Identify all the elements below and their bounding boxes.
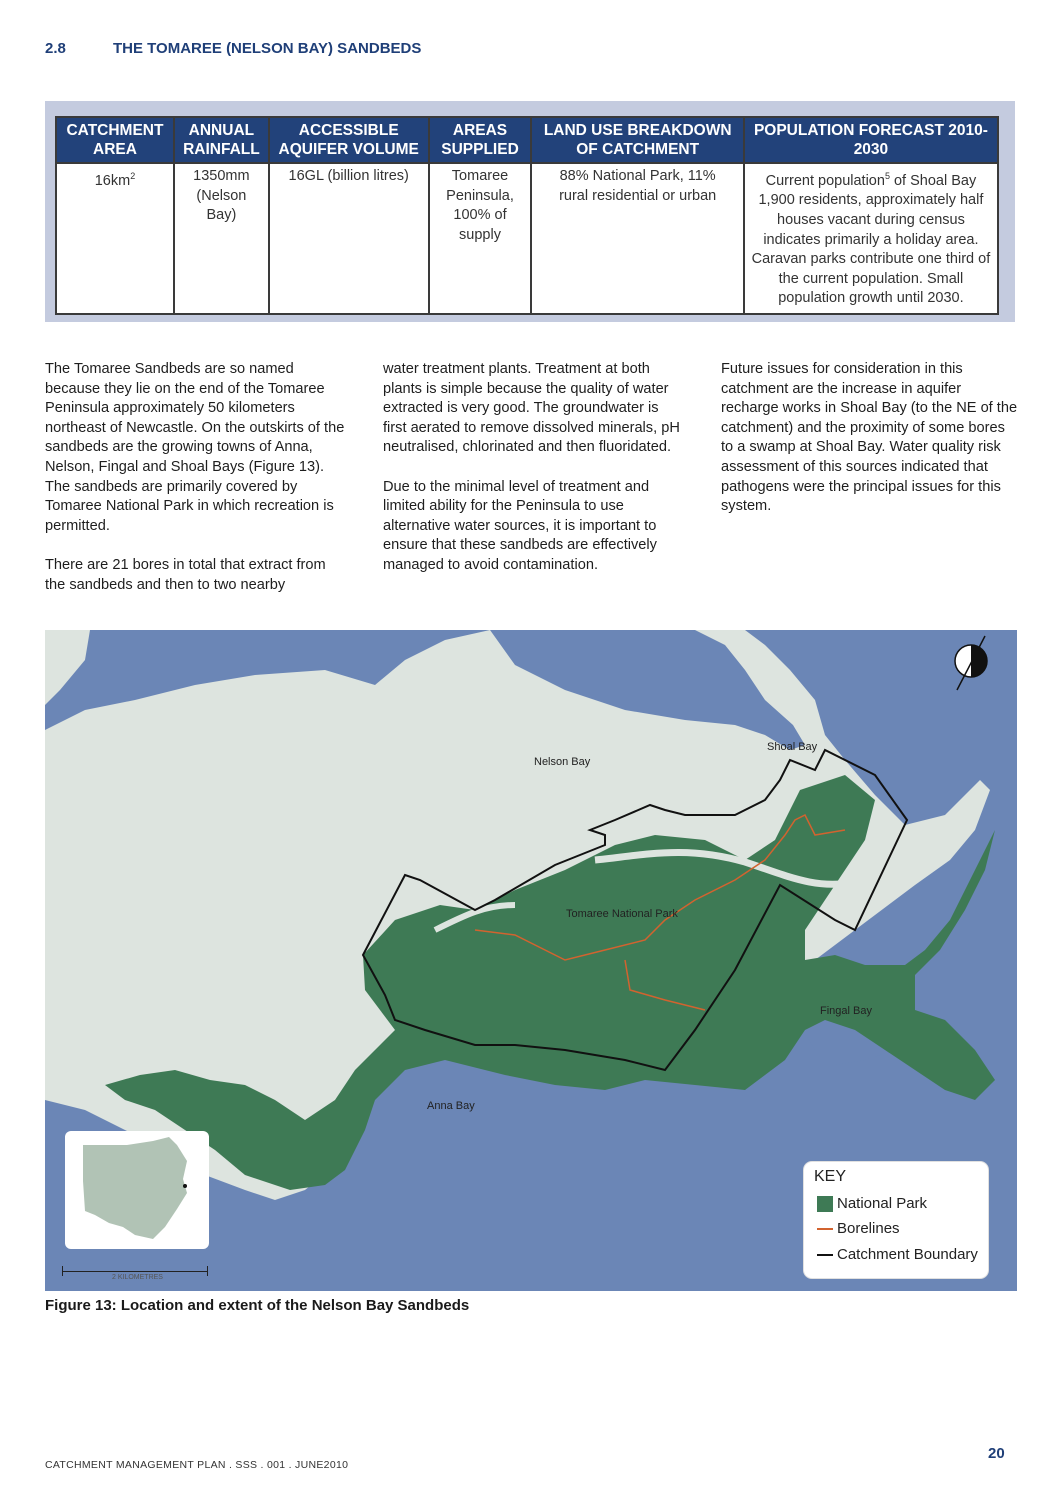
body-column-3 bbox=[721, 360, 1021, 536]
national-park-swatch bbox=[817, 1196, 833, 1212]
key-item-borelines: Borelines bbox=[817, 1220, 900, 1237]
key-item-catchment-boundary: Catchment Boundary bbox=[817, 1246, 978, 1263]
page-number: 20 bbox=[988, 1445, 1005, 1462]
nsw-inset-map bbox=[65, 1131, 209, 1249]
label-fingal-bay: Fingal Bay bbox=[820, 1005, 872, 1017]
cell-aquifer-volume: 16GL (billion litres) bbox=[269, 163, 429, 314]
section-heading bbox=[45, 40, 421, 57]
header-areas-supplied: AREAS SUPPLIED bbox=[429, 117, 532, 163]
header-population-forecast: POPULATION FORECAST 2010-2030 bbox=[744, 117, 998, 163]
section-number: 2.8 bbox=[45, 40, 66, 57]
boundary-swatch bbox=[817, 1254, 833, 1256]
cell-areas-supplied: Tomaree Peninsula, 100% of supply bbox=[429, 163, 532, 314]
footer-text: CATCHMENT MANAGEMENT PLAN . SSS . 001 . JUNE2010 bbox=[45, 1459, 349, 1471]
key-title: KEY bbox=[814, 1168, 847, 1185]
paragraph: Future issues for consideration in this catchment are the increase in aquifer recharge works in Shoal Bay (to the NE of the catchment) and the proximity of some bores to a swamp at Shoal Bay. Water quality risk assessment of this sources indicated that pathogens were the principal issues for this system. bbox=[721, 361, 1018, 515]
cell-population-forecast: Current population$^5$ of Shoal Bay 1,900 residents, approximately half houses vacant during census indicates primarily a holiday area. Caravan parks contribute one third of the current population. Small population growth until 2030. bbox=[744, 163, 998, 314]
scale-label: 2 KILOMETRES bbox=[112, 1274, 163, 1281]
paragraph: The Tomaree Sandbeds are so named because they lie on the end of the Tomaree Peninsula approximately 50 kilometers northeast of Newcastle. On the outskirts of the sandbeds are the growing towns of Anna, Nelson, Fingal and Shoal Bays (Figure 13). The sandbeds are primarily covered by Tomaree National Park in which recreation is permitted. bbox=[45, 361, 345, 534]
label-nelson-bay: Nelson Bay bbox=[534, 756, 591, 768]
figure-caption: Figure 13: Location and extent of the Nelson Bay Sandbeds bbox=[45, 1297, 470, 1314]
header-annual-rainfall: ANNUAL RAINFALL bbox=[174, 117, 269, 163]
header-land-use: LAND USE BREAKDOWN OF CATCHMENT bbox=[531, 117, 743, 163]
scale-bar bbox=[62, 1266, 208, 1280]
map-key bbox=[804, 1162, 988, 1278]
body-column-2 bbox=[383, 360, 683, 595]
paragraph: Due to the minimal level of treatment and limited ability for the Peninsula to use alternative water sources, it is important to ensure that these sandbeds are effectively managed to avoid contamination. bbox=[383, 478, 657, 573]
header-catchment-area: CATCHMENT AREA bbox=[56, 117, 174, 163]
label-tomaree-national-park: Tomaree National Park bbox=[566, 908, 678, 920]
key-item-national-park: National Park bbox=[817, 1195, 927, 1212]
header-aquifer-volume: ACCESSIBLE AQUIFER VOLUME bbox=[269, 117, 429, 163]
location-marker bbox=[183, 1184, 187, 1188]
paragraph: There are 21 bores in total that extract from the sandbeds and then to two nearby bbox=[45, 556, 326, 593]
catchment-info-panel bbox=[45, 101, 1015, 322]
table-header-row bbox=[56, 117, 998, 163]
label-shoal-bay: Shoal Bay bbox=[767, 741, 818, 753]
table-row bbox=[56, 163, 998, 314]
catchment-info-table bbox=[55, 116, 999, 315]
section-title: THE TOMAREE (NELSON BAY) SANDBEDS bbox=[113, 40, 422, 57]
boreline-swatch bbox=[817, 1228, 833, 1230]
label-anna-bay: Anna Bay bbox=[427, 1100, 475, 1112]
cell-catchment-area: $16km^2$ bbox=[56, 163, 174, 314]
cell-land-use: 88% National Park, 11% rural residential or urban bbox=[531, 163, 743, 314]
cell-annual-rainfall: 1350mm (Nelson Bay) bbox=[174, 163, 269, 314]
paragraph: water treatment plants. Treatment at both plants is simple because the quality of water extracted is very good. The groundwater is first aerated to remove dissolved minerals, pH neutralised, chlorinated and then fluoridated. bbox=[383, 361, 680, 456]
body-column-1 bbox=[45, 360, 345, 615]
